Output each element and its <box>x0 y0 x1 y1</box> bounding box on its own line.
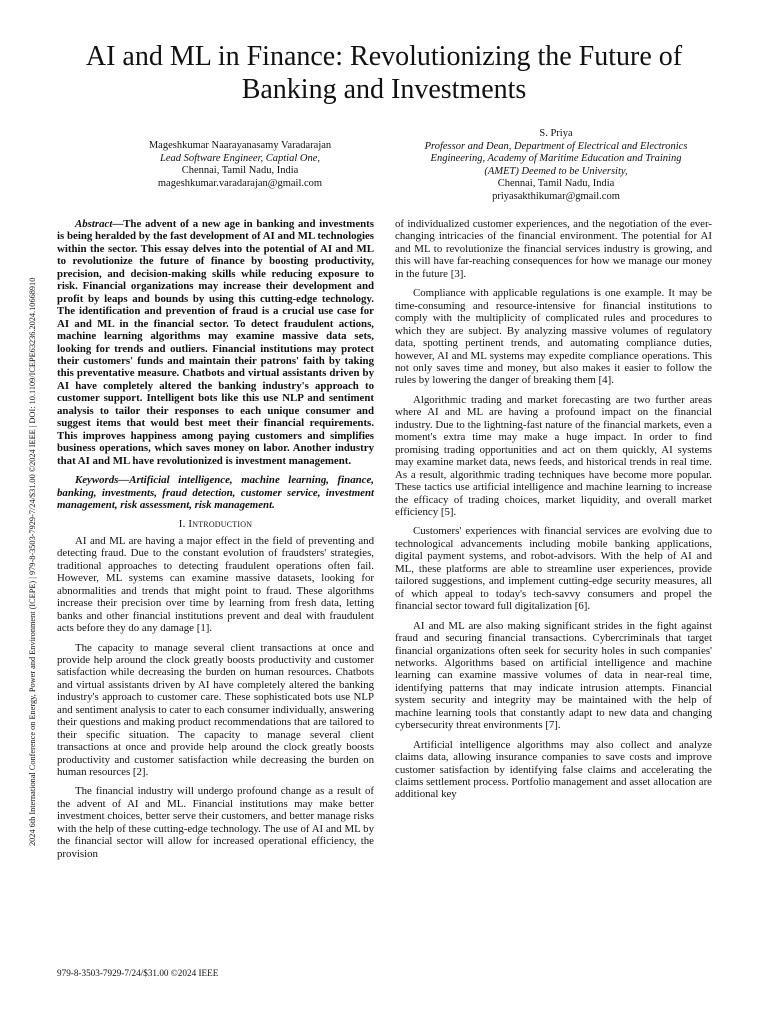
author-email: mageshkumar.varadarajan@gmail.com <box>157 177 323 189</box>
author-role: Lead Software Engineer, Captial One, <box>159 152 321 164</box>
author-name: S. Priya <box>539 128 573 139</box>
body-paragraph: The financial industry will undergo profound change as a result of the advent of AI and ML. Financial institutions may make better investment choices, better serve their customers, and better manage risks with the help of these cutting-edge technology. The use of AI and ML by the financial sector will allow for increased operational efficiency, the provision <box>57 785 374 860</box>
author-email: priyasakthikumar@gmail.com <box>492 190 620 202</box>
body-paragraph: of individualized customer experiences, and the negotiation of the ever-changing intricacies of the financial environment. The potential for AI and ML to revolutionize the financial services industry is growing, and this will have far-reaching consequences for how we manage our money in the future [3]. <box>395 218 712 280</box>
keywords: Keywords—Artificial intelligence, machine learning, finance, banking, investments, fraud detection, customer service, investment management, risk assessment, risk management. <box>57 474 374 511</box>
body-paragraph: AI and ML are also making significant strides in the fight against fraud and securing financial transactions. Cybercriminals that target financial organizations often seek for security holes in such companies' networks. Algorithms based on artificial intelligence and machine learning can examine massive volumes of data in near-real time, identifying patterns that may indicate intrusion attempts. Financial system security and integrity may be maintained with the help of machine learning tools that constantly adapt to new data and changing cybersecurity threat environments [7]. <box>395 619 712 732</box>
side-margin-citation <box>12 180 37 860</box>
author-affiliation-line-2: Engineering, Academy of Maritime Education and Training <box>430 153 682 164</box>
body-paragraph: The capacity to manage several client transactions at once and provide help around the clock greatly boosts productivity and customer satisfaction while decreasing the burden on human resources. Chatbots and virtual assistants driven by AI have completely altered the banking industry's approach to customer care. These sophisticated bots use NLP and sentiment analysis to cater to each consumer individually, answering their questions and making product recommendations that are tailored to their specific situation. The capacity to manage several client transactions at once and provide help around the clock greatly boosts productivity and customer satisfaction while decreasing the burden on human resources [2]. <box>57 641 374 779</box>
section-heading: I. Introduction <box>178 518 253 531</box>
body-paragraph: AI and ML are having a major effect in the field of preventing and detecting fraud. Due to the constant evolution of fraudsters' strategies, traditional approaches to detecting fraudulent operations often fail. However, ML systems can examine massive datasets, looking for abnormalities and trends that might point to fraud. These algorithms increase their precision over time by learning from fresh data, letting banks and other financial institutions prevent and deal with fraudulent acts before they do any damage [1]. <box>57 534 374 635</box>
paper-title: AI and ML in Finance: Revolutionizing the Future of Banking and Investments <box>85 41 683 105</box>
author-name: Mageshkumar Naarayanasamy Varadarajan <box>148 140 332 151</box>
abstract-text: —The advent of a new age in banking and investments is being heralded by the fast development of AI and ML technologies within the sector. This essay delves into the potential of AI and ML to revolutionize the future of finance by boosting productivity, precision, and decision-making skills while reducing exposure to risk. Financial organizations may increase their development and profit by leaps and bounds by using this cutting-edge technology. The identification and prevention of fraud is a crucial use case for AI and ML in the financial sector. To detect fraudulent actions, machine learning algorithms may examine massive data sets, looking for trends and outliers. Financial institutions may protect their customers' funds and maintain their patrons' faith by taking this preventative measure. Chatbots and virtual assistants driven by AI have completely altered the banking industry's approach to customer support. Intelligent bots like this use NLP and sentiment analysis to tailor their responses to each unique consumer and suggest items that would best meet their financial requirements. This improves happiness among paying customers and simplifies business operations, which saves money on labor. Another industry that AI and ML have revolutionized is investment management. <box>57 218 374 467</box>
author-location: Chennai, Tamil Nadu, India <box>181 165 299 176</box>
body-paragraph: Customers' experiences with financial services are evolving due to technological advancements including mobile banking applications, digital payment systems, and robot-advisors. With the help of AI and ML, these platforms are able to streamline user experiences, provide tailored suggestions, and implement cutting-edge security measures, all of which appeal to today's tech-savvy consumers and propel the financial sector toward full digitalization [6]. <box>395 525 712 613</box>
author-location: Chennai, Tamil Nadu, India <box>497 178 615 189</box>
abstract-lead: Abstract <box>75 218 113 230</box>
body-paragraph: Compliance with applicable regulations is one example. It may be time-consuming and resource-intensive for financial institutions to comply with the multiplicity of complicated rules and procedures to which they are subject. By analyzing massive volumes of regulatory data, spotting pertinent trends, and automating compliance duties, however, AI and ML systems may expedite compliance operations. This not only saves time and money, but also makes it easier to follow the rules by lowering the danger of breaking them [4]. <box>395 287 712 387</box>
body-paragraph: Artificial intelligence algorithms may also collect and analyze claims data, allowing insurance companies to save costs and improve customer satisfaction by identifying false claims and accelerating the claims settlement process. Portfolio management and asset allocation are additional key <box>395 738 712 801</box>
author-affiliation-line-1: Professor and Dean, Department of Electrical and Electronics <box>424 140 688 152</box>
author-affiliation-line-3: (AMET) Deemed to be University, <box>484 165 628 177</box>
left-column <box>57 218 374 867</box>
page-footer: 979-8-3503-7929-7/24/$31.00 ©2024 IEEE <box>57 968 219 978</box>
abstract <box>57 218 374 467</box>
author-block-2 <box>392 128 720 203</box>
side-margin-citation-text: 2024 6th International Conference on Energy, Power and Environment (ICEPE) | 979-8-3503-7929-7/24/$31.00 ©2024 IEEE | DOI: 10.1109/ICEPE63236.2024.10668910 <box>28 277 37 846</box>
right-column <box>395 218 712 808</box>
author-block-1 <box>80 140 400 190</box>
body-paragraph: Algorithmic trading and market forecasting are two further areas where AI and ML are having a profound impact on the financial industry. Due to the lightning-fast nature of the financial markets, even a moment's extra time may make a huge impact. In order to find promising trading opportunities and act on them quickly, AI systems may examine market data, news feeds, and historical trends in real time. As a result, algorithmic trading techniques have become more popular. These tactics use artificial intelligence and machine learning to increase the efficacy of trading choices, market liquidity, and overall market efficiency [5]. <box>395 393 712 518</box>
